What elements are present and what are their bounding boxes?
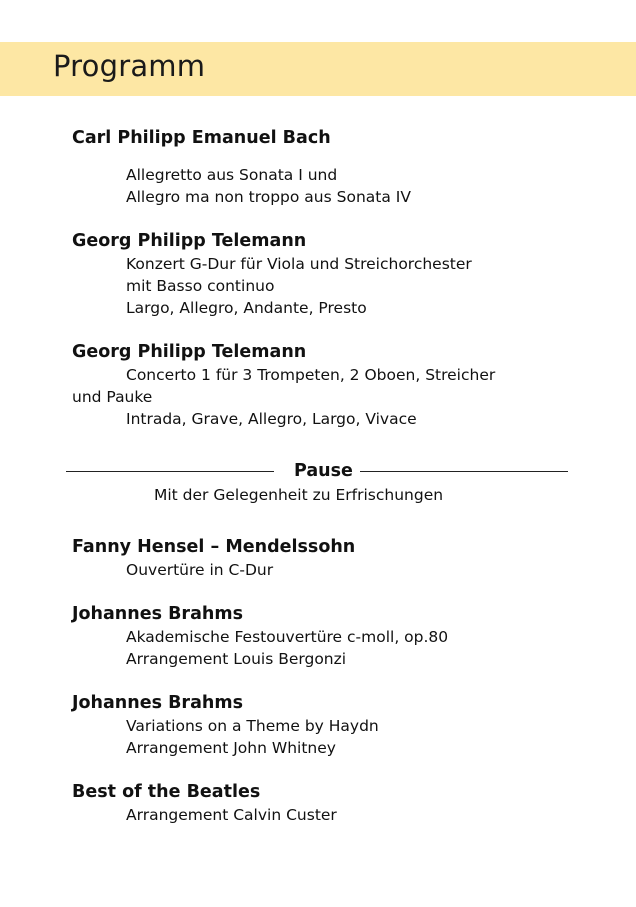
work-line: Intrada, Grave, Allegro, Largo, Vivace bbox=[126, 410, 417, 428]
work-line: Variations on a Theme by Haydn bbox=[126, 717, 379, 735]
work-line: mit Basso continuo bbox=[126, 277, 275, 295]
composer-name: Best of the Beatles bbox=[72, 782, 261, 802]
work-line: und Pauke bbox=[72, 388, 153, 406]
work-line: Konzert G-Dur für Viola und Streichorchester bbox=[126, 255, 472, 273]
work-line: Ouvertüre in C-Dur bbox=[126, 561, 274, 579]
pause-rule-right bbox=[360, 471, 568, 472]
pause-subtitle: Mit der Gelegenheit zu Erfrischungen bbox=[154, 486, 444, 504]
pause-rule-left bbox=[66, 471, 274, 472]
composer-name: Johannes Brahms bbox=[72, 604, 243, 624]
composer-name: Georg Philipp Telemann bbox=[72, 342, 307, 362]
composer-name: Fanny Hensel – Mendelssohn bbox=[72, 537, 356, 557]
work-line: Arrangement Louis Bergonzi bbox=[126, 650, 347, 668]
page-title: Programm bbox=[53, 49, 206, 83]
composer-name: Johannes Brahms bbox=[72, 693, 243, 713]
pause-title: Pause bbox=[294, 461, 353, 481]
work-line: Concerto 1 für 3 Trompeten, 2 Oboen, Streicher bbox=[126, 366, 496, 384]
work-line: Largo, Allegro, Andante, Presto bbox=[126, 299, 367, 317]
work-line: Allegretto aus Sonata I und bbox=[126, 166, 338, 184]
work-line: Arrangement John Whitney bbox=[126, 739, 336, 757]
work-line: Arrangement Calvin Custer bbox=[126, 806, 337, 824]
composer-name: Georg Philipp Telemann bbox=[72, 231, 307, 251]
composer-name: Carl Philipp Emanuel Bach bbox=[72, 128, 331, 148]
work-line: Akademische Festouvertüre c-moll, op.80 bbox=[126, 628, 449, 646]
work-line: Allegro ma non troppo aus Sonata IV bbox=[126, 188, 411, 206]
